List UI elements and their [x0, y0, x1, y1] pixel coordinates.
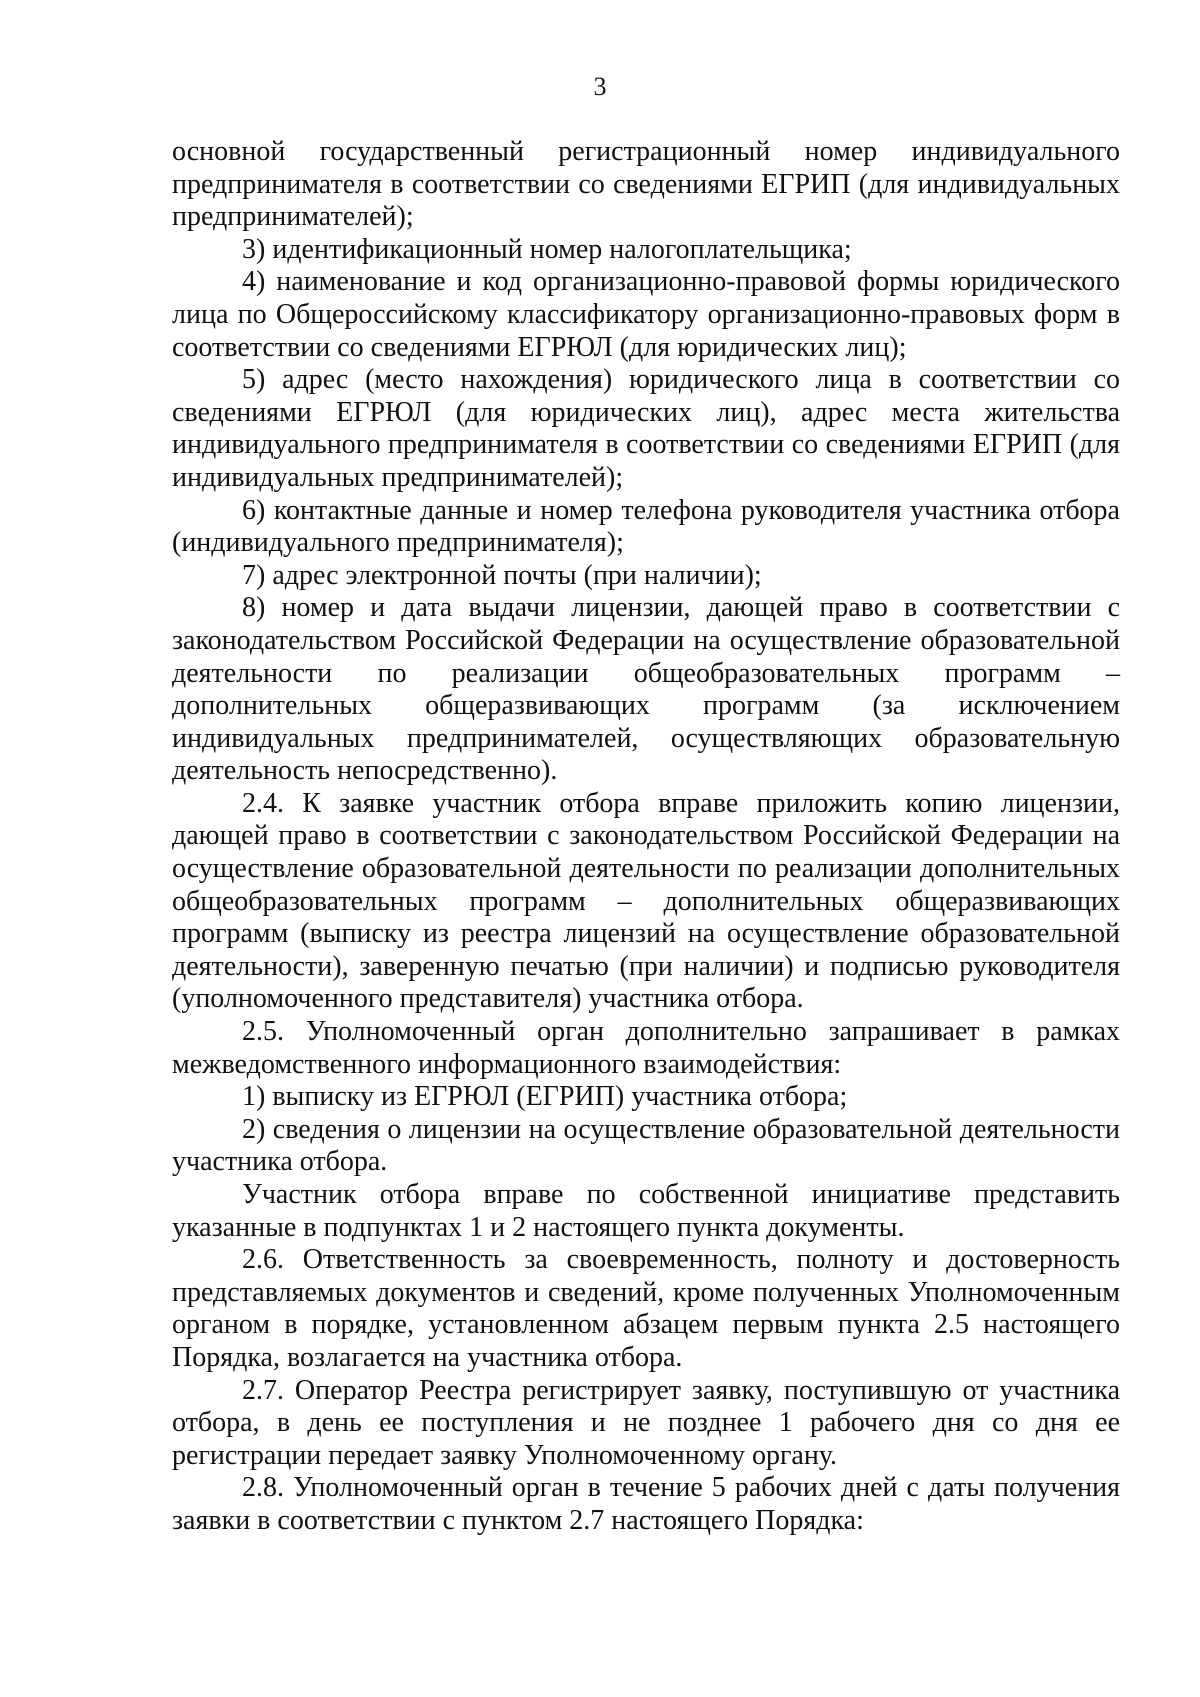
- paragraph-section-2-4: 2.4. К заявке участник отбора вправе приложить копию лицензии, дающей право в соответствии с законодательством Российской Федерации на осуществление образовательной деятельности по реализации дополнительных общеобразовательных программ – дополнительных общеразвивающих программ (выписку из реестра лицензий на осуществление образовательной деятельности), заверенную печатью (при наличии) и подписью руководителя (уполномоченного представителя) участника отбора.: [172, 787, 1120, 1015]
- paragraph-continuation: основной государственный регистрационный номер индивидуального предпринимателя в соответствии со сведениями ЕГРИП (для индивидуальных предпринимателей);: [172, 136, 1120, 233]
- paragraph-item-7: 7) адрес электронной почты (при наличии);: [242, 559, 762, 591]
- paragraph-section-2-7: 2.7. Оператор Реестра регистрирует заявку, поступившую от участника отбора, в день ее поступления и не позднее 1 рабочего дня со дня ее регистрации передает заявку Уполномоченному органу.: [172, 1374, 1120, 1471]
- paragraph-section-2-6: 2.6. Ответственность за своевременность, полноту и достоверность представляемых документов и сведений, кроме полученных Уполномоченным органом в порядке, установленном абзацем первым пункта 2.5 настоящего Порядка, возлагается на участника отбора.: [172, 1244, 1120, 1373]
- paragraph-item-3: 3) идентификационный номер налогоплательщика;: [242, 233, 852, 265]
- paragraph-item-4: 4) наименование и код организационно-правовой формы юридического лица по Общероссийскому классификатору организационно-правовых форм в соответствии со сведениями ЕГРЮЛ (для юридических лиц);: [172, 266, 1120, 363]
- paragraph-section-2-5-item-2: 2) сведения о лицензии на осуществление образовательной деятельности участника отбора.: [172, 1113, 1120, 1178]
- paragraph-item-8: 8) номер и дата выдачи лицензии, дающей право в соответствии с законодательством Российской Федерации на осуществление образовательной деятельности по реализации общеобразовательных программ – дополнительных общеразвивающих программ (за исключением индивидуальных предпринимателей, осуществляющих образовательную деятельность непосредственно).: [172, 592, 1120, 787]
- paragraph-section-2-5: 2.5. Уполномоченный орган дополнительно запрашивает в рамках межведомственного информационного взаимодействия:: [172, 1016, 1120, 1080]
- paragraph-item-5: 5) адрес (место нахождения) юридического лица в соответствии со сведениями ЕГРЮЛ (для юридических лиц), адрес места жительства индивидуального предпринимателя в соответствии со сведениями ЕГРИП (для индивидуальных предпринимателей);: [172, 364, 1120, 493]
- paragraph-initiative-note: Участник отбора вправе по собственной инициативе представить указанные в подпунктах 1 и 2 настоящего пункта документы.: [172, 1179, 1120, 1243]
- page-number: 3: [593, 72, 607, 101]
- document-body: [172, 136, 1120, 1538]
- paragraph-section-2-8: 2.8. Уполномоченный орган в течение 5 рабочих дней с даты получения заявки в соответствии с пунктом 2.7 настоящего Порядка:: [172, 1472, 1120, 1536]
- paragraph-section-2-5-item-1: 1) выписку из ЕГРЮЛ (ЕГРИП) участника отбора;: [242, 1081, 848, 1113]
- paragraph-item-6: 6) контактные данные и номер телефона руководителя участника отбора (индивидуального предпринимателя);: [172, 494, 1120, 559]
